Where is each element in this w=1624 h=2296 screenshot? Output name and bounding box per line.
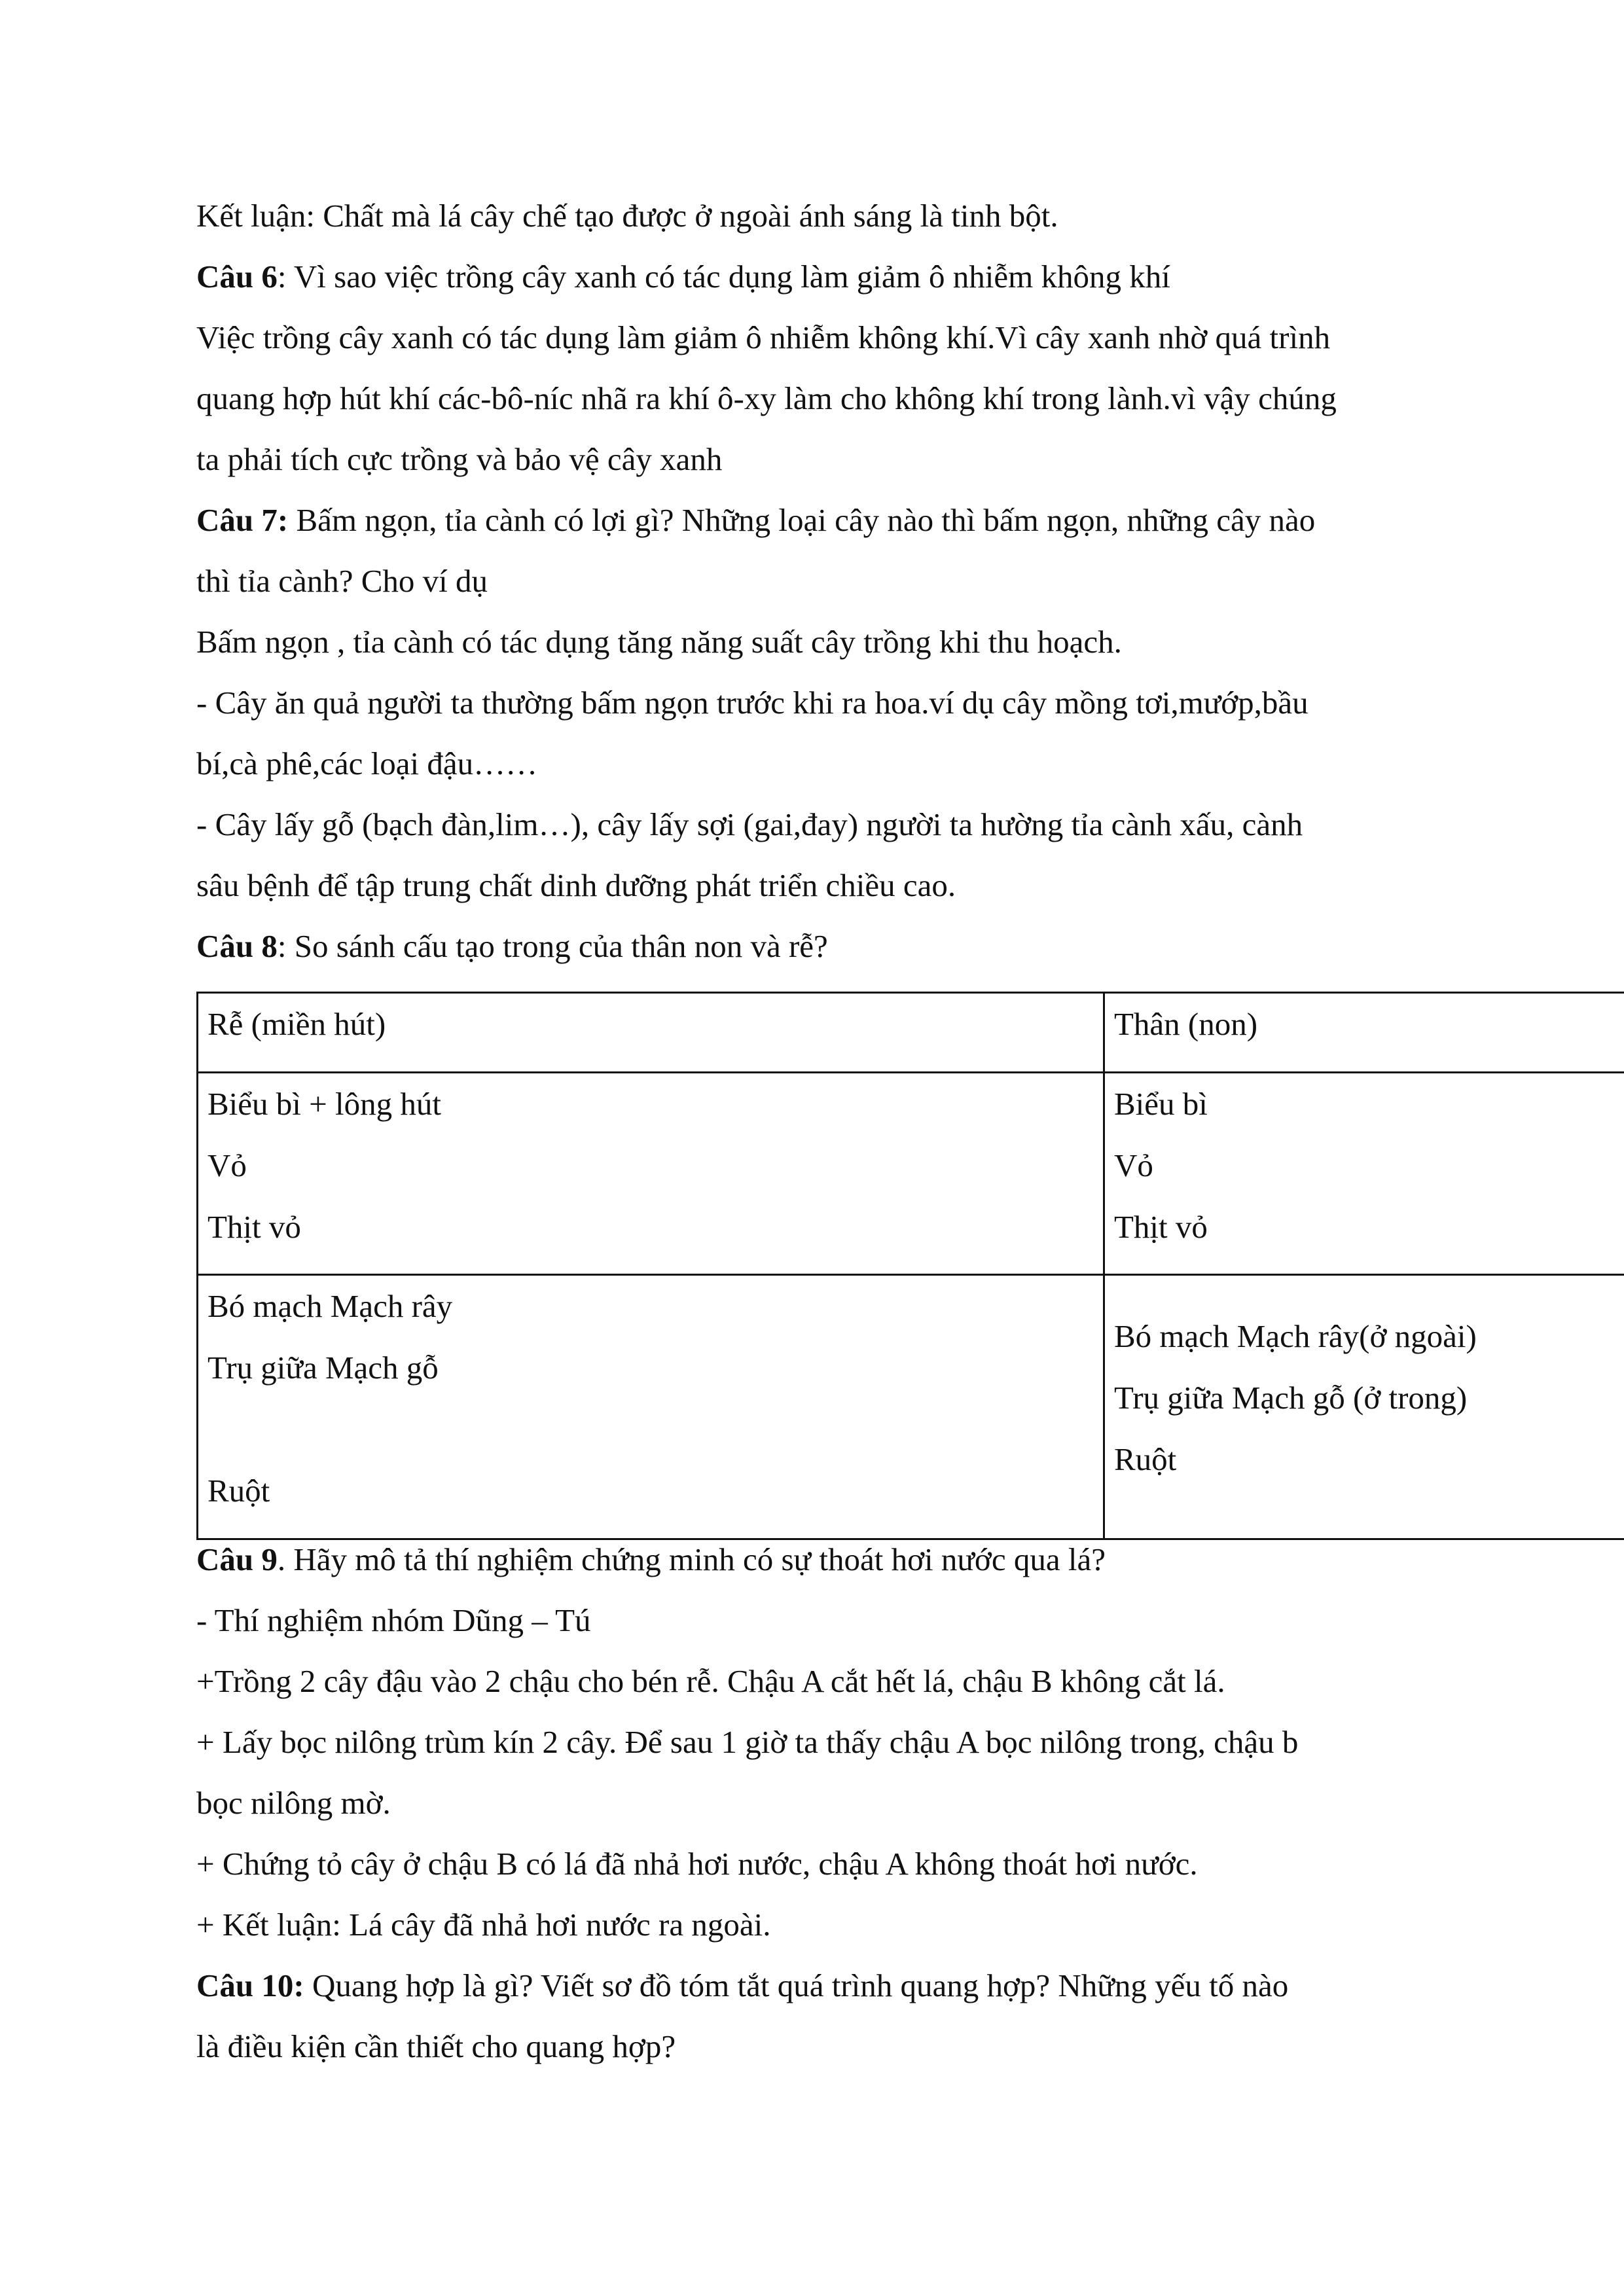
table-row — [198, 1073, 1624, 1275]
answer-line: - Cây ăn quả người ta thường bấm ngọn trước khi ra hoa.ví dụ cây mồng tơi,mướp,bầu — [196, 685, 1308, 721]
question-label: Câu 8 — [196, 928, 278, 964]
comparison-table — [196, 992, 1624, 1540]
answer-line: bí,cà phê,các loại đậu…… — [196, 745, 538, 781]
answer-line: Việc trồng cây xanh có tác dụng làm giảm ô nhiễm không khí.Vì cây xanh nhờ quá trình — [196, 319, 1331, 355]
question-7-heading: Câu 7: Bấm ngọn, tỉa cành có lợi gì? Những loại cây nào thì bấm ngọn, những cây nào — [196, 502, 1316, 538]
question-line: là điều kiện cần thiết cho quang hợp? — [196, 2028, 676, 2064]
table-header-cell: Thân (non) — [1104, 993, 1624, 1073]
question-label: Câu 7: — [196, 502, 289, 538]
question-label: Câu 6 — [196, 259, 278, 295]
conclusion-line: Kết luận: Chất mà lá cây chế tạo được ở ngoài ánh sáng là tinh bột. — [196, 198, 1058, 234]
question-label: Câu 10: — [196, 1967, 304, 2003]
table-row — [198, 1275, 1624, 1539]
question-9-heading: Câu 9. Hãy mô tả thí nghiệm chứng minh có sự thoát hơi nước qua lá? — [196, 1541, 1106, 1577]
table-header-cell: Rễ (miền hút) — [198, 993, 1104, 1073]
answer-line: - Thí nghiệm nhóm Dũng – Tú — [196, 1602, 591, 1638]
question-line: thì tỉa cành? Cho ví dụ — [196, 563, 488, 599]
question-10-heading: Câu 10: Quang hợp là gì? Viết sơ đồ tóm tắt quá trình quang hợp? Những yếu tố nào — [196, 1967, 1289, 2003]
table-cell: Bó mạch Mạch rây(ở ngoài) Trụ giữa Mạch gỗ (ở trong) Ruột — [1104, 1275, 1624, 1539]
table-cell: Bó mạch Mạch rây Trụ giữa Mạch gỗ Ruột — [198, 1275, 1104, 1539]
answer-line: - Cây lấy gỗ (bạch đàn,lim…), cây lấy sợi (gai,đay) người ta hường tỉa cành xấu, cành — [196, 806, 1303, 842]
question-8-heading: Câu 8: So sánh cấu tạo trong của thân non và rễ? — [196, 928, 828, 964]
answer-line: quang hợp hút khí các-bô-níc nhã ra khí ô-xy làm cho không khí trong lành.vì vậy chúng — [196, 380, 1337, 416]
question-6-heading: Câu 6: Vì sao việc trồng cây xanh có tác dụng làm giảm ô nhiễm không khí — [196, 259, 1170, 295]
answer-line: Bấm ngọn , tỉa cành có tác dụng tăng năng suất cây trồng khi thu hoạch. — [196, 624, 1122, 660]
answer-line: sâu bệnh để tập trung chất dinh dưỡng phát triển chiều cao. — [196, 867, 956, 903]
answer-line: + Chứng tỏ cây ở chậu B có lá đã nhả hơi nước, chậu A không thoát hơi nước. — [196, 1846, 1198, 1882]
table-cell: Biểu bì + lông hút Vỏ Thịt vỏ — [198, 1073, 1104, 1275]
question-label: Câu 9 — [196, 1541, 278, 1577]
answer-line: ta phải tích cực trồng và bảo vệ cây xanh — [196, 441, 723, 477]
answer-line: +Trồng 2 cây đậu vào 2 chậu cho bén rễ. Chậu A cắt hết lá, chậu B không cắt lá. — [196, 1663, 1225, 1699]
table-header-row — [198, 993, 1624, 1073]
answer-line: bọc nilông mờ. — [196, 1785, 391, 1821]
answer-line: + Kết luận: Lá cây đã nhả hơi nước ra ngoài. — [196, 1907, 771, 1943]
table-cell: Biểu bì Vỏ Thịt vỏ — [1104, 1073, 1624, 1275]
answer-line: + Lấy bọc nilông trùm kín 2 cây. Để sau 1 giờ ta thấy chậu A bọc nilông trong, chậu b — [196, 1724, 1299, 1760]
